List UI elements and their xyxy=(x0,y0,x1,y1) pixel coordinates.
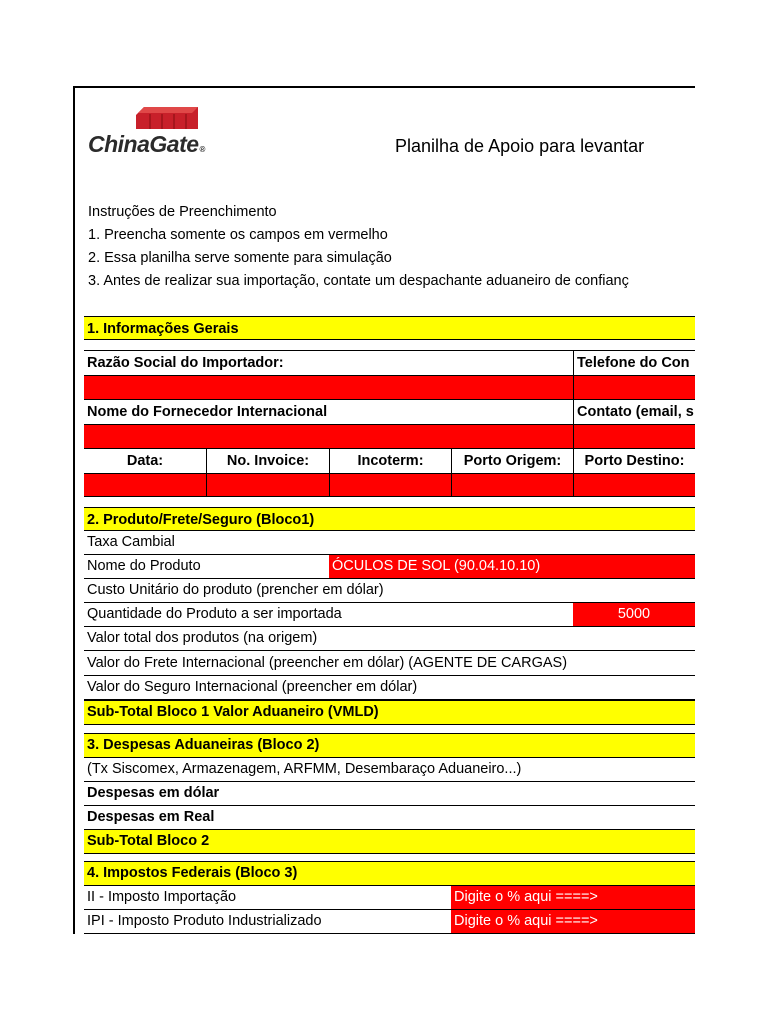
fornecedor-label: Nome do Fornecedor Internacional xyxy=(87,404,328,420)
ipi-percent-input[interactable]: Digite o % aqui ====> xyxy=(451,910,695,933)
logo-text: ChinaGate® xyxy=(88,131,205,157)
nome-produto-label: Nome do Produto xyxy=(87,558,201,574)
instruction-item: 2. Essa planilha serve somente para simulação xyxy=(88,250,392,266)
section1-header: 1. Informações Gerais xyxy=(84,316,695,340)
table-row xyxy=(84,910,695,934)
ii-percent-input[interactable]: Digite o % aqui ====> xyxy=(451,886,695,909)
sheet-border-top xyxy=(73,86,695,88)
despesas-real-label: Despesas em Real xyxy=(87,809,215,825)
table-row xyxy=(84,651,695,676)
table-row xyxy=(84,449,695,474)
col-porto-destino-label: Porto Destino: xyxy=(573,449,695,473)
table-row xyxy=(84,400,695,425)
taxa-cambial-label: Taxa Cambial xyxy=(87,534,175,550)
telefone-input[interactable] xyxy=(573,376,695,399)
instruction-item: 1. Preencha somente os campos em vermelho xyxy=(88,227,388,243)
contato-label: Contato (email, s xyxy=(573,400,695,424)
quantidade-input[interactable]: 5000 xyxy=(573,603,695,626)
razao-social-label: Razão Social do Importador: xyxy=(87,355,284,371)
impostos-table xyxy=(84,886,695,934)
table-row xyxy=(84,351,695,376)
quantidade-label: Quantidade do Produto a ser importada xyxy=(87,606,342,622)
table-row xyxy=(84,531,695,555)
section3-header: 3. Despesas Aduaneiras (Bloco 2) xyxy=(84,733,695,758)
sheet-border-left xyxy=(73,86,75,934)
telefone-label: Telefone do Con xyxy=(573,351,695,375)
table-row xyxy=(84,886,695,910)
custo-unitario-label: Custo Unitário do produto (prencher em dólar) xyxy=(87,582,384,598)
instructions-heading: Instruções de Preenchimento xyxy=(88,204,277,220)
ii-label: II - Imposto Importação xyxy=(87,889,237,905)
valor-total-label: Valor total dos produtos (na origem) xyxy=(87,630,318,646)
table-row xyxy=(84,425,695,449)
table-row xyxy=(84,758,695,782)
table-row xyxy=(84,806,695,829)
incoterm-input[interactable] xyxy=(329,474,451,496)
table-row xyxy=(84,579,695,603)
table-row xyxy=(84,676,695,700)
table-row xyxy=(84,603,695,627)
nome-produto-input[interactable]: ÓCULOS DE SOL (90.04.10.10) xyxy=(329,555,695,578)
despesas-dolar-label: Despesas em dólar xyxy=(87,785,220,801)
section3-subtotal: Sub-Total Bloco 2 xyxy=(84,829,695,854)
chinagate-logo xyxy=(88,105,253,161)
table-row xyxy=(84,782,695,806)
table-row xyxy=(84,627,695,651)
table-row xyxy=(84,376,695,400)
despesas-table xyxy=(84,758,695,829)
porto-origem-input[interactable] xyxy=(451,474,573,496)
section2-header: 2. Produto/Frete/Seguro (Bloco1) xyxy=(84,507,695,531)
data-input[interactable] xyxy=(84,474,206,496)
page-title: Planilha de Apoio para levantar xyxy=(395,136,645,156)
table-row xyxy=(84,474,695,497)
general-info-table xyxy=(84,350,695,497)
col-porto-origem-label: Porto Origem: xyxy=(451,449,573,473)
table-row xyxy=(84,555,695,579)
col-incoterm-label: Incoterm: xyxy=(329,449,451,473)
col-invoice-label: No. Invoice: xyxy=(206,449,329,473)
ipi-label: IPI - Imposto Produto Industrializado xyxy=(87,913,322,929)
fornecedor-input[interactable] xyxy=(84,425,573,448)
product-table xyxy=(84,531,695,700)
contato-input[interactable] xyxy=(573,425,695,448)
invoice-input[interactable] xyxy=(206,474,329,496)
instruction-item: 3. Antes de realizar sua importação, contate um despachante aduaneiro de confianç xyxy=(88,273,629,289)
porto-destino-input[interactable] xyxy=(573,474,695,496)
valor-seguro-label: Valor do Seguro Internacional (preencher em dólar) xyxy=(87,679,418,695)
despesas-note: (Tx Siscomex, Armazenagem, ARFMM, Desembaraço Aduaneiro...) xyxy=(87,761,522,777)
section2-subtotal: Sub-Total Bloco 1 Valor Aduaneiro (VMLD) xyxy=(84,700,695,725)
col-data-label: Data: xyxy=(126,453,164,469)
razao-social-input[interactable] xyxy=(84,376,573,399)
section4-header: 4. Impostos Federais (Bloco 3) xyxy=(84,861,695,886)
valor-frete-label: Valor do Frete Internacional (preencher em dólar) (AGENTE DE CARGAS) xyxy=(87,655,568,671)
